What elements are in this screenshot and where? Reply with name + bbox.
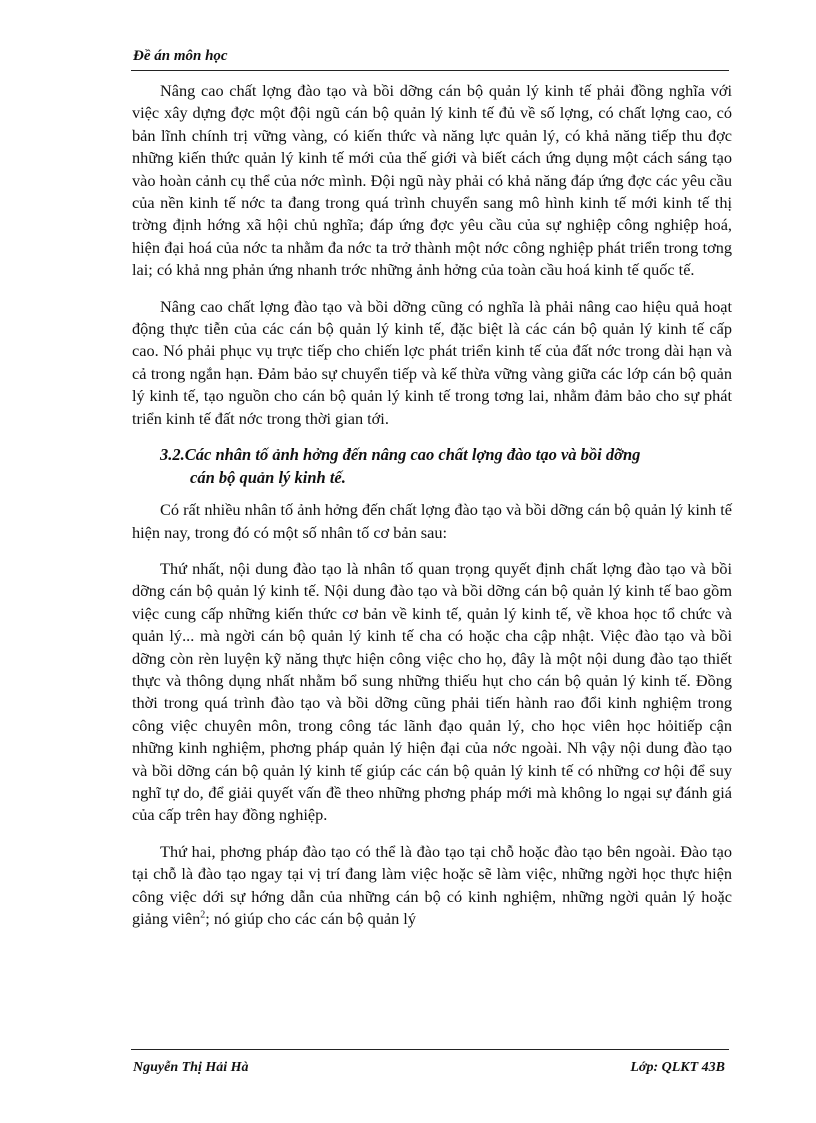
footer-class: Lớp: QLKT 43B (630, 1060, 725, 1075)
document-body (132, 80, 732, 944)
paragraph: Thứ nhất, nội dung đào tạo là nhân tố quan trọng quyết định chất lợng đào tạo và bồi dỡng cán bộ quản lý kinh tế. Nội dung đào tạo và bồi dỡng cán bộ quản lý kinh tế bao gồm việc cung cấp những kiến thức cơ bản về kinh tế, quản lý kinh tế, về khoa học tổ chức và quản lý... mà ngời cán bộ quản lý kinh tế cha có hoặc cha cập nhật. Việc đào tạo và bồi dỡng còn rèn luyện kỹ năng thực hiện công việc cho họ, đây là một nội dung đào tạo thiết thực và thông dụng nhất nhằm bổ sung những thiếu hụt cho cán bộ quản lý kinh tế. Đồng thời trong quá trình đào tạo và bồi dỡng cũng phải tiến hành rao đổi kinh nghiệm trong công việc chuyên môn, trong công tác lãnh đạo quản lý, cho học viên học hỏitiếp cận những kinh nghiệm, phơng pháp quản lý hiện đại của nớc ngoài. Nh vậy nội dung đào tạo và bồi dỡng cán bộ quản lý kinh tế giúp các cán bộ quản lý kinh tế có những cơ hội để suy nghĩ tự do, để giải quyết vấn đề theo những phơng pháp mới mà không lo ngại sự đánh giá của cấp trên hay đồng nghiệp. (132, 558, 732, 825)
section-heading (132, 444, 732, 489)
paragraph (132, 841, 732, 931)
footnote-reference[interactable]: 2 (200, 909, 206, 921)
footer-author: Nguyễn Thị Hải Hà (133, 1060, 249, 1075)
section-heading-line2: cán bộ quản lý kinh tế. (190, 467, 346, 487)
page-footer (131, 1049, 729, 1080)
page-header (131, 48, 729, 71)
paragraph-text-continued: ; nó giúp cho các cán bộ quản lý (205, 909, 416, 928)
header-title: Đề án môn học (133, 48, 228, 64)
paragraph-text: Thứ hai, phơng pháp đào tạo có thể là đào tạo tại chỗ hoặc đào tạo bên ngoài. Đào tạo tại chỗ là đào tạo ngay tại vị trí đang làm việc hoặc sẽ làm việc, những ngời học thực hiện công việc dới sự hớng dẫn của những cán bộ có kinh nghiệm, những ngời quản lý hoặc giảng viên (132, 841, 732, 928)
paragraph: Nâng cao chất lợng đào tạo và bồi dỡng cũng có nghĩa là phải nâng cao hiệu quả hoạt động thực tiễn của các cán bộ quản lý kinh tế, đặc biệt là các cán bộ quản lý kinh tế cấp cao. Nó phải phục vụ trực tiếp cho chiến lợc phát triển kinh tế của đất nớc trong dài hạn và cả trong ngắn hạn. Đảm bảo sự chuyển tiếp và kế thừa vững vàng giữa các lớp cán bộ quản lý kinh tế, tạo nguồn cho cán bộ quản lý kinh tế trong tơng lai, nhằm đảm bảo cho sự phát triển kinh tế đất nớc trong thời gian tới. (132, 296, 732, 428)
section-heading-line1: 3.2.Các nhân tố ảnh hởng đến nâng cao chất lợng đào tạo và bồi dỡng (160, 445, 641, 465)
paragraph: Nâng cao chất lợng đào tạo và bồi dỡng cán bộ quản lý kinh tế phải đồng nghĩa với việc xây dựng đợc một đội ngũ cán bộ quản lý kinh tế đủ về số lợng, có chất lợng cao, có bản lĩnh chính trị vững vàng, có kiến thức và năng lực quản lý, có khả năng tiếp thu đợc những kiến thức quản lý kinh tế mới của thế giới và biết cách ứng dụng một cách sáng tạo vào hoàn cảnh cụ thể của nớc mình. Đội ngũ này phải có khả năng đáp ứng đợc các yêu cầu của nền kinh tế nớc ta đang trong quá trình chuyển sang mô hình kinh tế mới kinh tế thị trờng định hớng xã hội chủ nghĩa; đáp ứng đợc yêu cầu của sự nghiệp công nghiệp hoá, hiện đại hoá của nớc ta nhằm đa nớc ta trở thành một nớc công nghiệp phát triển trong tơng lai; có khả nng phản ứng nhanh trớc những ảnh hởng của toàn cầu hoá kinh tế quốc tế. (132, 81, 732, 280)
paragraph: Có rất nhiều nhân tố ảnh hởng đến chất lợng đào tạo và bồi dỡng cán bộ quản lý kinh tế hiện nay, trong đó có một số nhân tố cơ bản sau: (132, 500, 732, 542)
